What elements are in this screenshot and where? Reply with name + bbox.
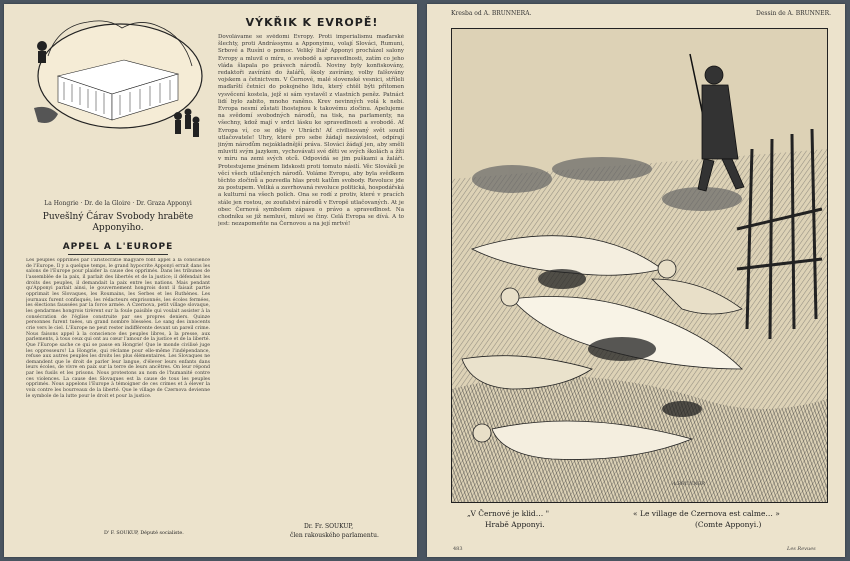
artist-signature: A.BRUNNER (672, 481, 706, 487)
caption-french-quote: « Le village de Czernova est calme… » (633, 509, 780, 518)
czech-signature-name: Dr. Fr. SOUKUP, (304, 523, 354, 530)
header-right: Dessin de A. BRUNNER. (756, 10, 831, 17)
czech-article-text: Dovolávame se svědomí Evropy. Proti imperialismu maďarské šlechty, proti Andrássymu a Apponyimu, volají Slováci, Rumuni, Srbové a Rusíni o pomoc. Veliký lhář Apponyi procházel salony Evropy a mluvil o míru, o svobodě a spravedlnosti, zatím co jeho vláda šlapala po právech národů. Noviny byly konfiskovány, redaktoři zavíráni do žalářů, školy zavírány, volby falšovány vojskem a četnictvem. V Černové, malé slovenské vesnici, stříleli maďarští četníci do pokojného lidu, který chtěl býti přítomen vysvěcení kostela, jejž si sám vystavěl z vlastních peněz. Patnáct lidí bylo zabito, mnoho raněno. Krev nevinných volá k nebi. Evropa nesmí zůstati lhostejnou k takovému zločinu. Apelujeme na svědomí svobodných národů, na tisk, na parlamenty, na všechny, kdož mají v srdci lásku ke spravedlnosti a svobodě. Ať Evropa ví, co se děje v Uhrách! Ať civilisovaný svět soudí utlačovatele! Uhry, které pro sebe žádají nezávislost, odpírají jiným národům nejzákladnější práva. Slováci žádají jen, aby směli mluviti svým jazykem, vychovávati své děti ve svých školách a žíti v míru na zemi svých otců. Odpovídá se jim puškami a žaláři. Protestujeme jménem lidskosti proti tomuto násilí. Věc Slováků je věcí všech utlačených národů. Voláme Evropu, aby byla svědkem těchto zločinů a pozvedla hlas proti katům svobody. Revoluce jde za postupem. Veliká a zavrhovaná revoluce politická, hospodářská a kulturní na všech polích. Ona se rodí z protiv, které v pracích stále jen rostou, ze zoufalství národů v Evropě utlačovaných. At je obec Černová symbolem zápasu o právo a spravedlnost. Na chodníku se již nemluví, mluví se činy. Celá Evropa se dívá. A to jest: nezapomeňte na Černovou a na její mrtvé! (218, 34, 404, 228)
massacre-drawing (452, 29, 827, 502)
header-left: Kresba od A. BRUNNERA. (451, 10, 532, 17)
blurb-line-2: Apponyiho. (92, 223, 144, 233)
caption-french-attribution: (Comte Apponyi.) (695, 520, 762, 529)
main-illustration (451, 28, 828, 503)
illustration-caption: La Hongrie · Dr. de la Gloire · Dr. Graza Apponyi (44, 200, 192, 207)
heading-rule (68, 254, 168, 255)
czech-signature-title: člen rakouského parlamentu. (290, 532, 379, 539)
page-number: 483 (453, 546, 463, 552)
caption-czech-attribution: Hrabě Apponyi. (485, 520, 545, 529)
left-page (4, 4, 417, 557)
french-article-text: Les peuples opprimés par l'aristocratie magyare font appel à la conscience de l'Europe. Il y a quelque temps, le grand hypocrite Apponyi errait dans les salons de l'Europe pour plaider la cause des opprimés. Dans les tribunes de l'assemblée de la paix, il parlait des libertés et de la justice; il défendait les droits des peuples, il demandait la paix entre les nations. Mais pendant qu'Apponyi parlait ainsi, le gouvernement hongrois dont il faisait partie opprimait les Slovaques, les Roumains, les Serbes et les Ruthènes. Les journaux furent confisqués, les rédacteurs emprisonnés, les écoles fermées, les élections faussées par la force armée. A Czernova, petit village slovaque, les gendarmes hongrois tirèrent sur la foule paisible qui voulait assister à la consécration de l'église construite par ses propres deniers. Quinze personnes furent tuées, un grand nombre blessées. Le sang des innocents crie vers le ciel. L'Europe ne peut rester indifférente devant un pareil crime. Nous faisons appel à la conscience des peuples libres, à la presse, aux parlements, à tous ceux qui ont au cœur l'amour de la justice et de la liberté. Que l'Europe sache ce qui se passe en Hongrie! Que le monde civilisé juge les oppresseurs! La Hongrie, qui réclame pour elle-même l'indépendance, refuse aux autres peuples les droits les plus élémentaires. Les Slovaques ne demandent que le droit de parler leur langue, d'élever leurs enfants dans leurs écoles, de vivre en paix sur la terre de leurs ancêtres. On leur répond par les fusils et les prisons. Nous protestons au nom de l'humanité contre ces violences. La cause des Slovaques est la cause de tous les peuples opprimés. Nous appelons l'Europe à témoigner de ces crimes et à élever la voix contre les bourreaux de la liberté. Que le village de Czernova devienne le symbole de la lutte pour le droit et pour la justice. (26, 258, 210, 399)
footer-right: Les Revues (787, 546, 816, 552)
caption-czech-quote: „V Černové je klid… " (467, 509, 550, 518)
right-page (427, 4, 845, 557)
top-illustration (28, 16, 204, 146)
french-signature: D' F. SOUKUP, Député socialiste. (104, 531, 184, 536)
czech-heading: VÝKŘIK K EVROPĚ! (245, 16, 379, 29)
french-heading: APPEL A L'EUROPE (62, 242, 174, 252)
blurb-line-1: Puvešlný Čárav Svobody hrabëte (42, 212, 194, 222)
